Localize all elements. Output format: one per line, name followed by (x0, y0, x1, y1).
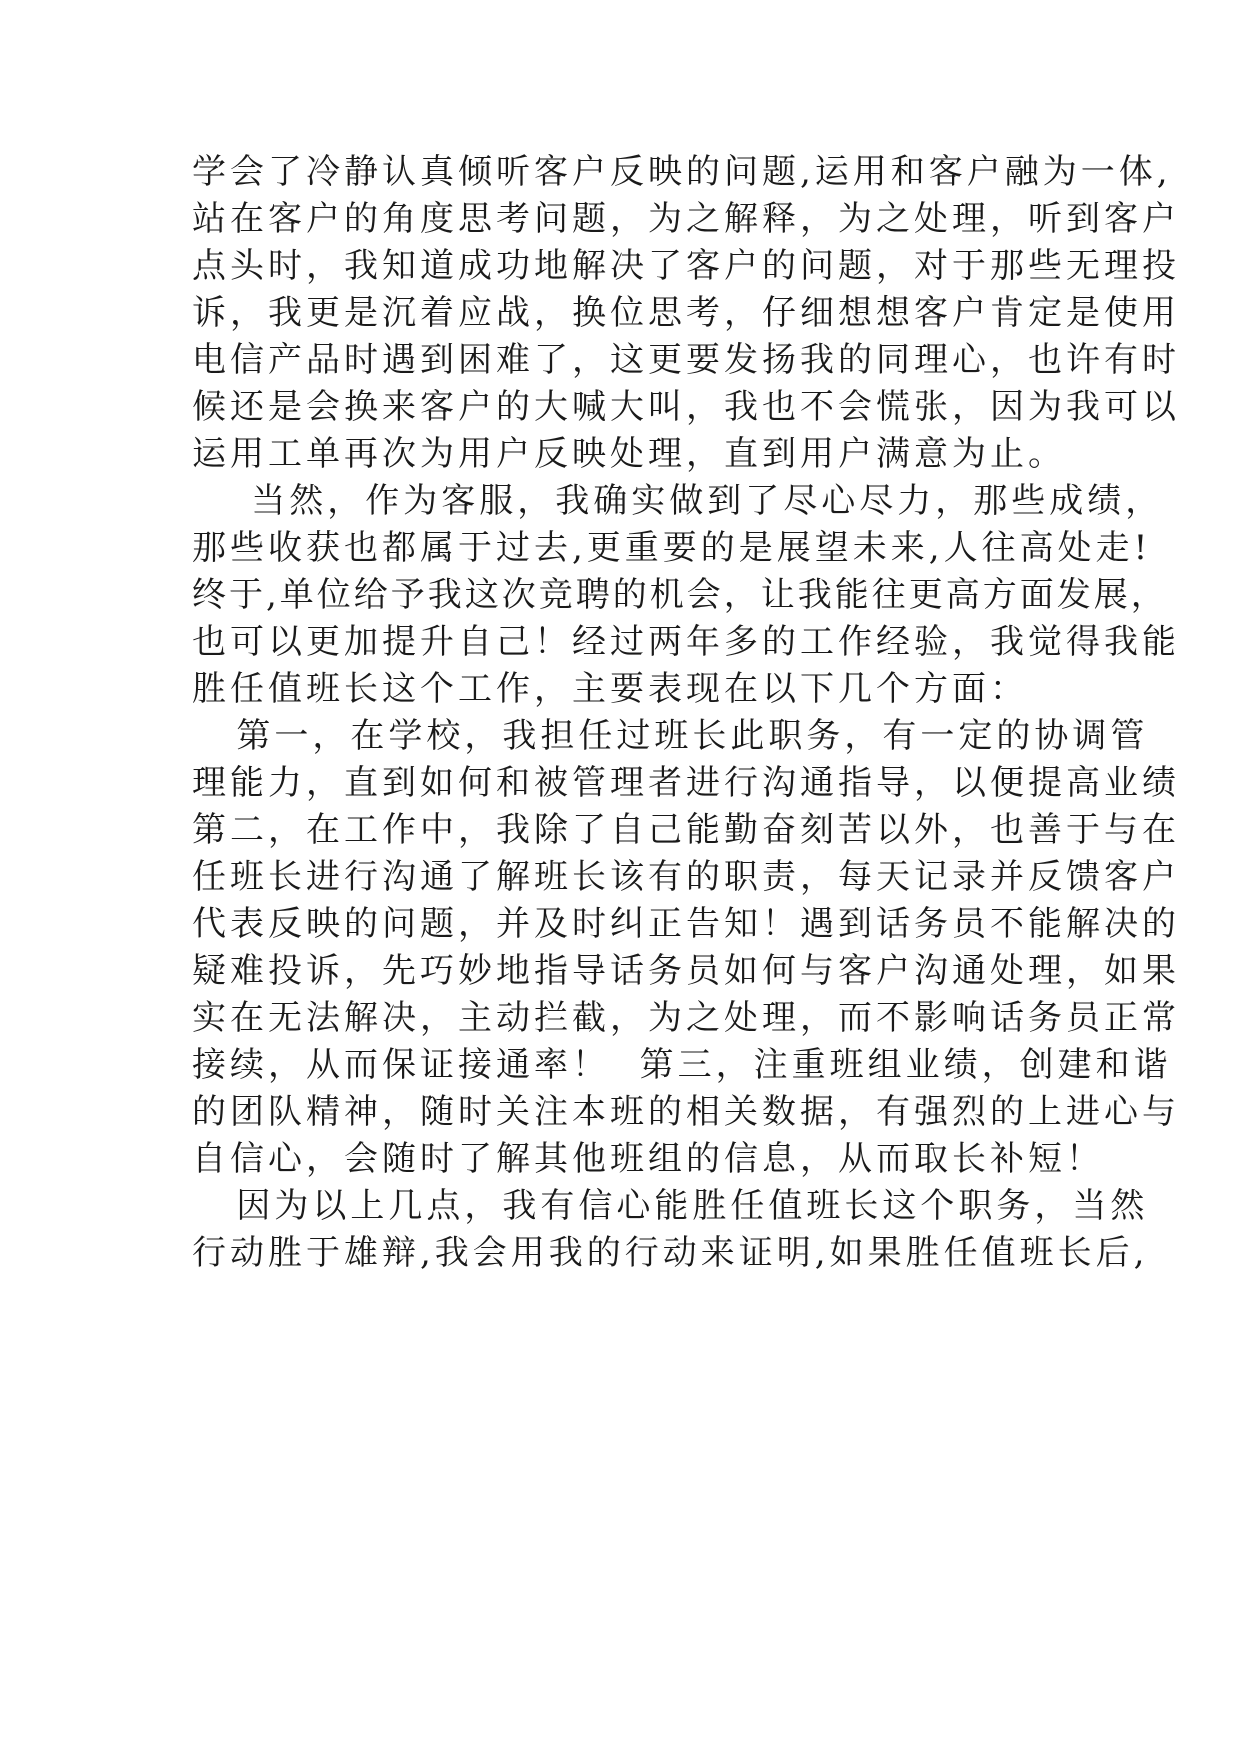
text-line: 也可以更加提升自己！经过两年多的工作经验，我觉得我能 (192, 622, 1180, 662)
text-line: 胜任值班长这个工作，主要表现在以下几个方面： (192, 669, 1028, 709)
text-line: 自信心，会随时了解其他班组的信息，从而取长补短！ (192, 1139, 1104, 1179)
text-line: 第一，在学校，我担任过班长此职务，有一定的协调管 (192, 716, 1149, 756)
text-line: 候还是会换来客户的大喊大叫，我也不会慌张，因为我可以 (192, 387, 1180, 427)
text-line: 站在客户的角度思考问题，为之解释，为之处理，听到客户 (192, 199, 1180, 239)
text-line: 运用工单再次为用户反映处理，直到用户满意为止。 (192, 434, 1066, 474)
text-line: 那些收获也都属于过去,更重要的是展望未来,人往高处走! (192, 528, 1152, 568)
text-line: 行动胜于雄辩,我会用我的行动来证明,如果胜任值班长后, (192, 1233, 1149, 1273)
text-line: 因为以上几点，我有信心能胜任值班长这个职务，当然 (192, 1186, 1149, 1226)
text-line: 的团队精神，随时关注本班的相关数据，有强烈的上进心与 (192, 1092, 1180, 1132)
text-line: 代表反映的问题，并及时纠正告知！遇到话务员不能解决的 (192, 904, 1180, 944)
text-line: 当然，作为客服，我确实做到了尽心尽力，那些成绩， (192, 481, 1164, 521)
text-line: 疑难投诉，先巧妙地指导话务员如何与客户沟通处理，如果 (192, 951, 1180, 991)
text-line: 接续，从而保证接通率！ 第三，注重班组业绩，创建和谐 (192, 1045, 1172, 1085)
text-line: 学会了冷静认真倾听客户反映的问题,运用和客户融为一体, (192, 152, 1172, 192)
text-line: 理能力，直到如何和被管理者进行沟通指导，以便提高业绩 (192, 763, 1180, 803)
text-line: 第二，在工作中，我除了自己能勤奋刻苦以外，也善于与在 (192, 810, 1180, 850)
text-line: 终于,单位给予我这次竞聘的机会，让我能往更高方面发展， (192, 575, 1168, 615)
text-line: 实在无法解决，主动拦截，为之处理，而不影响话务员正常 (192, 998, 1180, 1038)
text-line: 诉，我更是沉着应战，换位思考，仔细想想客户肯定是使用 (192, 293, 1180, 333)
text-line: 点头时，我知道成功地解决了客户的问题，对于那些无理投 (192, 246, 1180, 286)
text-line: 电信产品时遇到困难了，这更要发扬我的同理心，也许有时 (192, 340, 1180, 380)
text-line: 任班长进行沟通了解班长该有的职责，每天记录并反馈客户 (192, 857, 1180, 897)
